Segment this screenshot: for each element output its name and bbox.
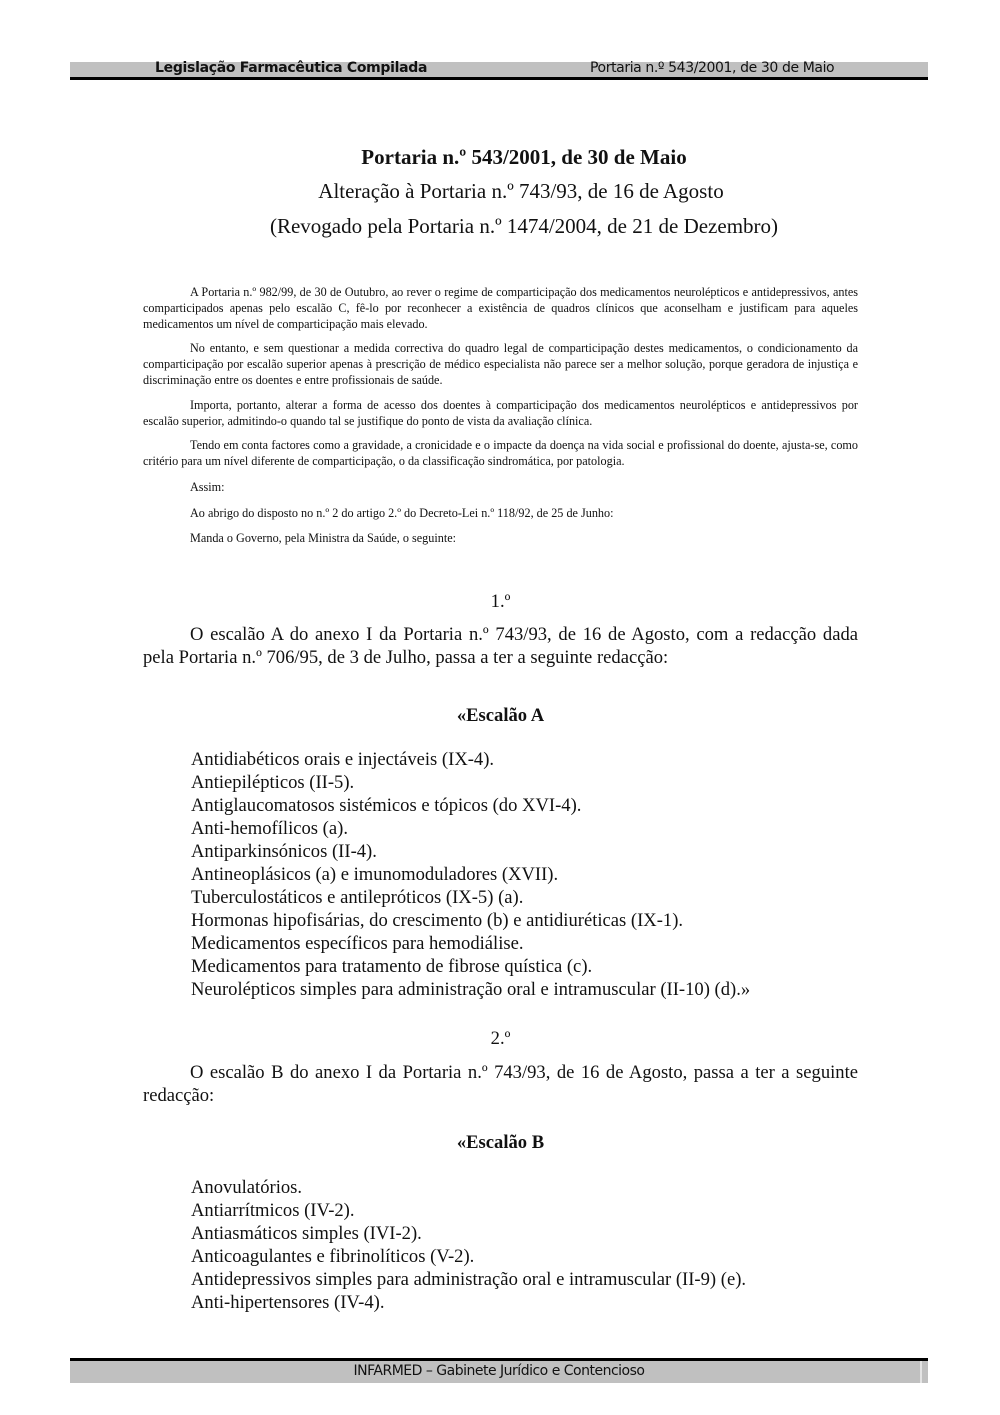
article-number: 2.º — [490, 1028, 511, 1049]
list-item: Anticoagulantes e fibrinolíticos (V-2). — [191, 1246, 475, 1267]
legal-basis-line — [143, 505, 858, 521]
assim-text: Assim: — [190, 480, 225, 494]
list-item: Anti-hemofílicos (a). — [191, 818, 348, 839]
legal-basis-text: Ao abrigo do disposto no n.º 2 do artigo 2.º do Decreto-Lei n.º 118/92, de 25 de Junho: — [190, 506, 614, 520]
preamble-paragraph: Importa, portanto, alterar a forma de acesso dos doentes à comparticipação dos medicamentos neurolépticos e antidepressivos por escalão superior, admitindo-o quando tal se justifique do ponto de vista da avaliação clínica. — [143, 398, 858, 428]
list-item: Medicamentos para tratamento de fibrose quística (c). — [191, 956, 593, 977]
article-body — [143, 623, 858, 669]
list-item: Antiparkinsónicos (II-4). — [191, 841, 377, 862]
list-item: Antiarrítmicos (IV-2). — [191, 1200, 355, 1221]
list-item: Antineoplásicos (a) e imunomoduladores (XVII). — [191, 864, 559, 885]
header-collection-title: Legislação Farmacêutica Compilada — [155, 60, 428, 76]
escalao-heading: «Escalão B — [456, 1132, 545, 1153]
document-title: Portaria n.º 543/2001, de 30 de Maio — [361, 145, 687, 169]
mandate-line — [143, 530, 858, 546]
footer-text: INFARMED – Gabinete Jurídico e Contencioso — [353, 1363, 645, 1379]
list-item: Anovulatórios. — [191, 1177, 303, 1198]
preamble — [143, 284, 858, 332]
list-item: Antiepilépticos (II-5). — [191, 772, 355, 793]
running-footer — [70, 1358, 928, 1383]
preamble — [143, 397, 858, 429]
article-number: 1.º — [490, 591, 511, 612]
document-subtitle: Alteração à Portaria n.º 743/93, de 16 de Agosto — [318, 179, 724, 203]
list-item: Antidiabéticos orais e injectáveis (IX-4). — [191, 749, 495, 770]
preamble-paragraph: Tendo em conta factores como a gravidade, a cronicidade e o impacte da doença na vida social e profissional do doente, ajusta-se, como critério para um nível diferente de comparticipação, o da classificação sindromática, por patologia. — [143, 438, 858, 468]
preamble-paragraph: No entanto, e sem questionar a medida correctiva do quadro legal de comparticipação destes medicamentos, o condicionamento da comparticipação por escalão superior apenas à prescrição de médico especialista não parece ser a melhor solução, porque geradora de injustiça e discriminação entre os doentes e entre profissionais de saúde. — [143, 341, 858, 387]
preamble — [143, 437, 858, 469]
escalao-a-list — [143, 748, 858, 1001]
list-item: Antidepressivos simples para administração oral e intramuscular (II-9) (e). — [191, 1269, 747, 1290]
escalao-b-list — [143, 1176, 858, 1314]
mandate-text: Manda o Governo, pela Ministra da Saúde, o seguinte: — [190, 531, 457, 545]
list-item: Hormonas hipofisárias, do crescimento (b) e antidiuréticas (IX-1). — [191, 910, 684, 931]
list-item: Anti-hipertensores (IV-4). — [191, 1292, 385, 1313]
article-body — [143, 1061, 858, 1107]
article-text: O escalão B do anexo I da Portaria n.º 743/93, de 16 de Agosto, passa a ter a seguinte redacção: — [143, 1062, 858, 1106]
running-header — [70, 62, 928, 80]
preamble-paragraph: A Portaria n.º 982/99, de 30 de Outubro, ao rever o regime de comparticipação dos medicamentos neurolépticos e antidepressivos, antes comparticipados apenas pelo escalão C, fê-lo por reconhecer a existência de quadros clínicos que aconselham e justificam para aqueles medicamentos um nível de comparticipação mais elevado. — [143, 285, 858, 331]
list-item: Tuberculostáticos e antilepróticos (IX-5) (a). — [191, 887, 524, 908]
article-text: O escalão A do anexo I da Portaria n.º 743/93, de 16 de Agosto, com a redacção dada pela Portaria n.º 706/95, de 3 de Julho, passa a ter a seguinte redacção: — [143, 624, 858, 668]
escalao-heading: «Escalão A — [456, 705, 545, 726]
preamble — [143, 340, 858, 388]
header-document-ref: Portaria n.º 543/2001, de 30 de Maio — [590, 60, 835, 76]
assim-line — [143, 479, 858, 495]
list-item: Neurolépticos simples para administração oral e intramuscular (II-10) (d).» — [191, 979, 751, 1000]
revocation-note: (Revogado pela Portaria n.º 1474/2004, de 21 de Dezembro) — [269, 214, 779, 238]
list-item: Antiasmáticos simples (IVI-2). — [191, 1223, 422, 1244]
list-item: Antiglaucomatosos sistémicos e tópicos (do XVI-4). — [191, 795, 582, 816]
list-item: Medicamentos específicos para hemodiálise. — [191, 933, 524, 954]
